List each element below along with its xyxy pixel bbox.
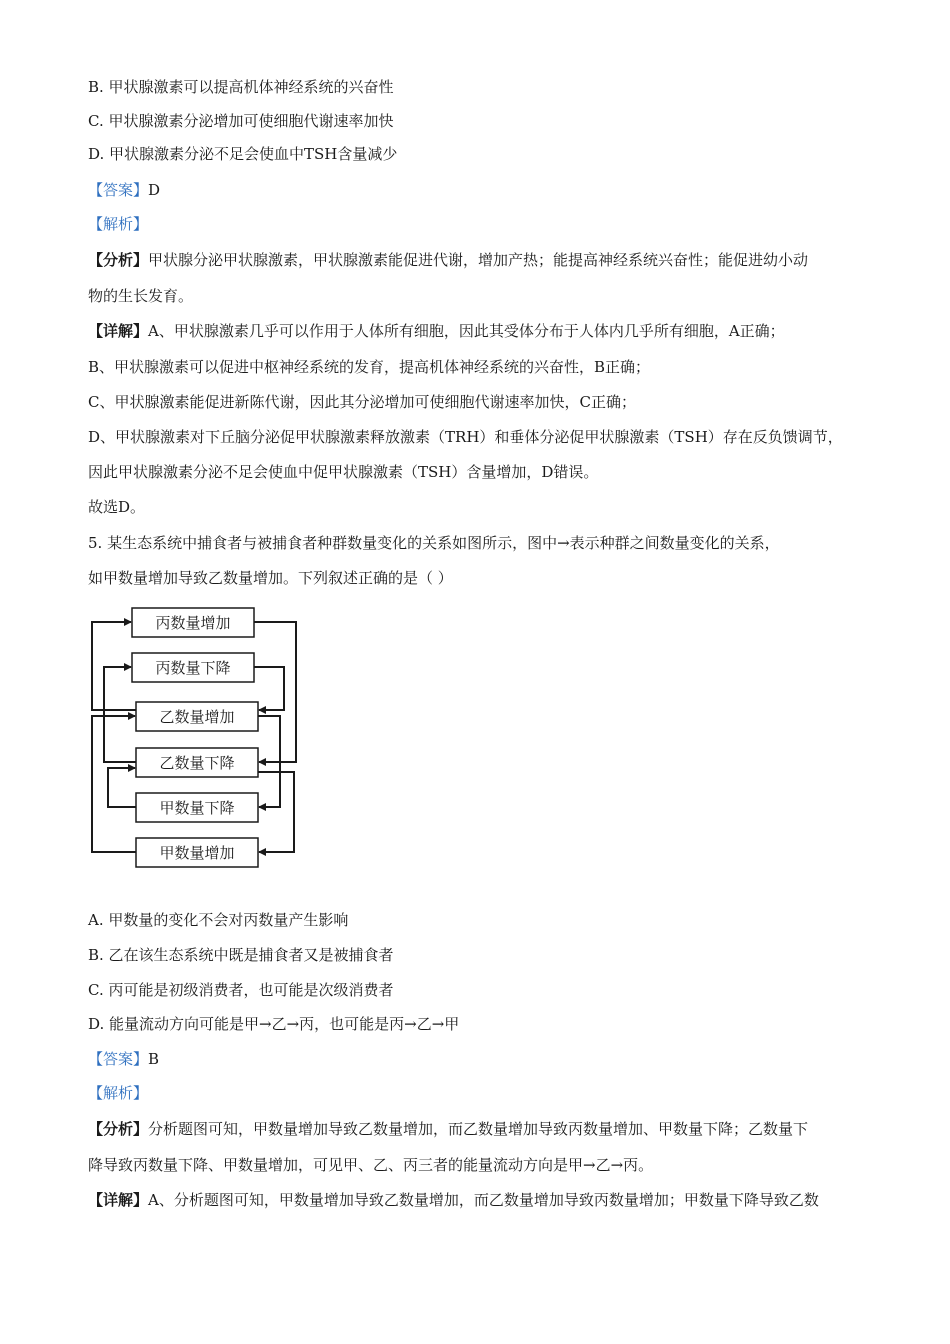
detail-tag: 【详解】 — [88, 1191, 149, 1209]
q5-option-a: A. 甲数量的变化不会对丙数量产生影响 — [88, 911, 349, 929]
detail-tag: 【详解】 — [88, 322, 149, 340]
q5-detail-a — [88, 1190, 819, 1210]
q5-option-d: D. 能量流动方向可能是甲→乙→丙，也可能是丙→乙→甲 — [88, 1015, 460, 1033]
arrow-jia-inc-to-yi-inc — [92, 716, 136, 852]
q4-detail-b: B、甲状腺激素可以促进中枢神经系统的发育，提高机体神经系统的兴奋性，B正确； — [88, 358, 651, 376]
q4-option-c: C. 甲状腺激素分泌增加可使细胞代谢速率加快 — [88, 112, 394, 130]
detail-a-text: A、分析题图可知，甲数量增加导致乙数量增加，而乙数量增加导致丙数量增加；甲数量下降导致乙数 — [148, 1191, 819, 1209]
answer-value: B — [148, 1050, 160, 1068]
analysis-tag: 【分析】 — [88, 251, 149, 269]
analysis-tag: 【分析】 — [88, 1120, 149, 1138]
q4-detail-d-2: 因此甲状腺激素分泌不足会使血中促甲状腺激素（TSH）含量增加，D错误。 — [88, 463, 599, 481]
answer-value: D — [148, 181, 161, 199]
arrow-bing-inc-to-yi-dec — [254, 622, 296, 762]
answer-tag: 【答案】 — [88, 181, 149, 199]
q4-analysis-line-2: 物的生长发育。 — [88, 287, 194, 305]
box-label-yi-decrease: 乙数量下降 — [159, 754, 235, 772]
q4-detail-a — [88, 321, 785, 341]
q4-answer — [88, 180, 160, 200]
q5-stem-1: 5. 某生态系统中捕食者与被捕食者种群数量变化的关系如图所示，图中→表示种群之间数量变化的关系， — [88, 534, 780, 552]
q4-analysis-line-1 — [88, 250, 808, 270]
box-label-jia-decrease: 甲数量下降 — [159, 799, 235, 817]
arrow-yi-dec-to-bing-dec — [104, 667, 136, 762]
q4-option-b: B. 甲状腺激素可以提高机体神经系统的兴奋性 — [88, 78, 394, 96]
detail-a-text: A、甲状腺激素几乎可以作用于人体所有细胞，因此其受体分布于人体内几乎所有细胞，A正确； — [148, 322, 785, 340]
q5-answer — [88, 1049, 159, 1069]
analysis-text: 分析题图可知，甲数量增加导致乙数量增加，而乙数量增加导致丙数量增加、甲数量下降；乙数量下 — [148, 1120, 809, 1138]
q4-detail-d-1: D、甲状腺激素对下丘脑分泌促甲状腺激素释放激素（TRH）和垂体分泌促甲状腺激素（TSH）存在反负馈调节， — [88, 428, 843, 446]
population-relation-diagram — [88, 600, 308, 870]
q5-stem-2: 如甲数量增加导致乙数量增加。下列叙述正确的是（ ） — [88, 569, 453, 587]
q5-analysis-line-2: 降导致丙数量下降、甲数量增加，可见甲、乙、丙三者的能量流动方向是甲→乙→丙。 — [88, 1156, 654, 1174]
arrow-yi-dec-to-jia-inc — [258, 772, 294, 852]
analysis-text: 甲状腺分泌甲状腺激素，甲状腺激素能促进代谢，增加产热；能提高神经系统兴奋性；能促进幼小动 — [148, 251, 809, 269]
box-label-bing-increase: 丙数量增加 — [155, 614, 231, 632]
q5-option-c: C. 丙可能是初级消费者，也可能是次级消费者 — [88, 981, 394, 999]
q5-option-b: B. 乙在该生态系统中既是捕食者又是被捕食者 — [88, 946, 394, 964]
q4-detail-c: C、甲状腺激素能促进新陈代谢，因此其分泌增加可使细胞代谢速率加快，C正确； — [88, 393, 636, 411]
answer-tag: 【答案】 — [88, 1050, 149, 1068]
box-label-bing-decrease: 丙数量下降 — [155, 659, 231, 677]
box-label-yi-increase: 乙数量增加 — [159, 708, 235, 726]
q5-analysis-line-1 — [88, 1119, 808, 1139]
q4-jiexi-tag: 【解析】 — [88, 215, 149, 233]
arrow-jia-dec-to-yi-dec — [108, 768, 136, 807]
box-label-jia-increase: 甲数量增加 — [159, 844, 235, 862]
q5-jiexi-tag: 【解析】 — [88, 1084, 149, 1102]
q4-option-d: D. 甲状腺激素分泌不足会使血中TSH含量减少 — [88, 145, 398, 163]
q4-conclusion: 故选D。 — [88, 498, 146, 516]
